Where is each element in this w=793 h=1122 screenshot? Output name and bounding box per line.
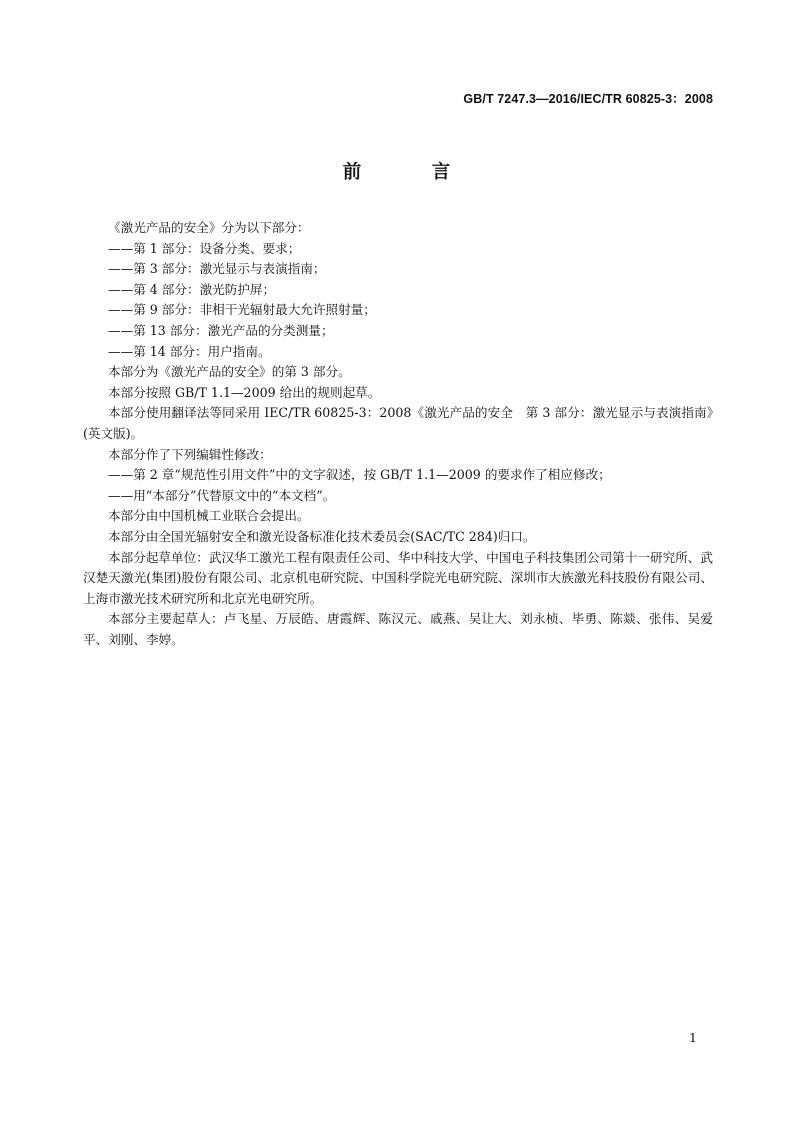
- list-item-part-9: ——第 9 部分：非相干光辐射最大允许照射量；: [108, 302, 376, 318]
- list-item-part-3: ——第 3 部分：激光显示与表演指南；: [108, 261, 326, 277]
- list-item-part-13: ——第 13 部分：激光产品的分类测量；: [108, 322, 334, 338]
- paragraph-proposer: 本部分由中国机械工业联合会提出。: [108, 508, 310, 524]
- paragraph-part-statement: 本部分为《激光产品的安全》的第 3 部分。: [108, 364, 351, 380]
- paragraph-drafters: 本部分主要起草人：卢飞星、万辰皓、唐霞辉、陈汉元、戚燕、吴让大、刘永桢、毕勇、陈燚、张伟、吴爱平、刘刚、李婷。: [83, 611, 713, 647]
- page-number: 1: [689, 1030, 697, 1045]
- standard-code-header: GB/T 7247.3—2016/IEC/TR 60825-3：2008: [463, 92, 713, 106]
- paragraph-edits-intro: 本部分作了下列编辑性修改：: [108, 446, 272, 462]
- paragraph-adoption: 本部分使用翻译法等同采用 IEC/TR 60825-3：2008《激光产品的安全 第 3 部分：激光显示与表演指南》(英文版)。: [83, 405, 713, 441]
- paragraph-drafting-units: 本部分起草单位：武汉华工激光工程有限责任公司、华中科技大学、中国电子科技集团公司第十一研究所、武汉楚天激光(集团)股份有限公司、北京机电研究院、中国科学院光电研究院、深圳市大族激光科技股份有限公司、上海市激光技术研究所和北京光电研究所。: [83, 549, 713, 606]
- paragraph-drafting-rules: 本部分按照 GB/T 1.1—2009 给出的规则起草。: [108, 384, 381, 400]
- page-title: 前 言: [342, 162, 477, 183]
- paragraph-intro: 《激光产品的安全》分为以下部分：: [108, 220, 310, 235]
- list-item-part-14: ——第 14 部分：用户指南。: [108, 343, 271, 359]
- paragraph-committee: 本部分由全国光辐射安全和激光设备标准化技术委员会(SAC/TC 284)归口。: [108, 528, 536, 544]
- list-item-part-1: ——第 1 部分：设备分类、要求；: [108, 240, 301, 256]
- list-item-edit-2: ——用“本部分”代替原文中的“本文档”。: [108, 487, 336, 503]
- foreword-body: [83, 218, 713, 650]
- list-item-part-4: ——第 4 部分：激光防护屏；: [108, 281, 276, 297]
- list-item-edit-1: ——第 2 章“规范性引用文件”中的文字叙述，按 GB/T 1.1—2009 的要求作了相应修改；: [108, 467, 611, 483]
